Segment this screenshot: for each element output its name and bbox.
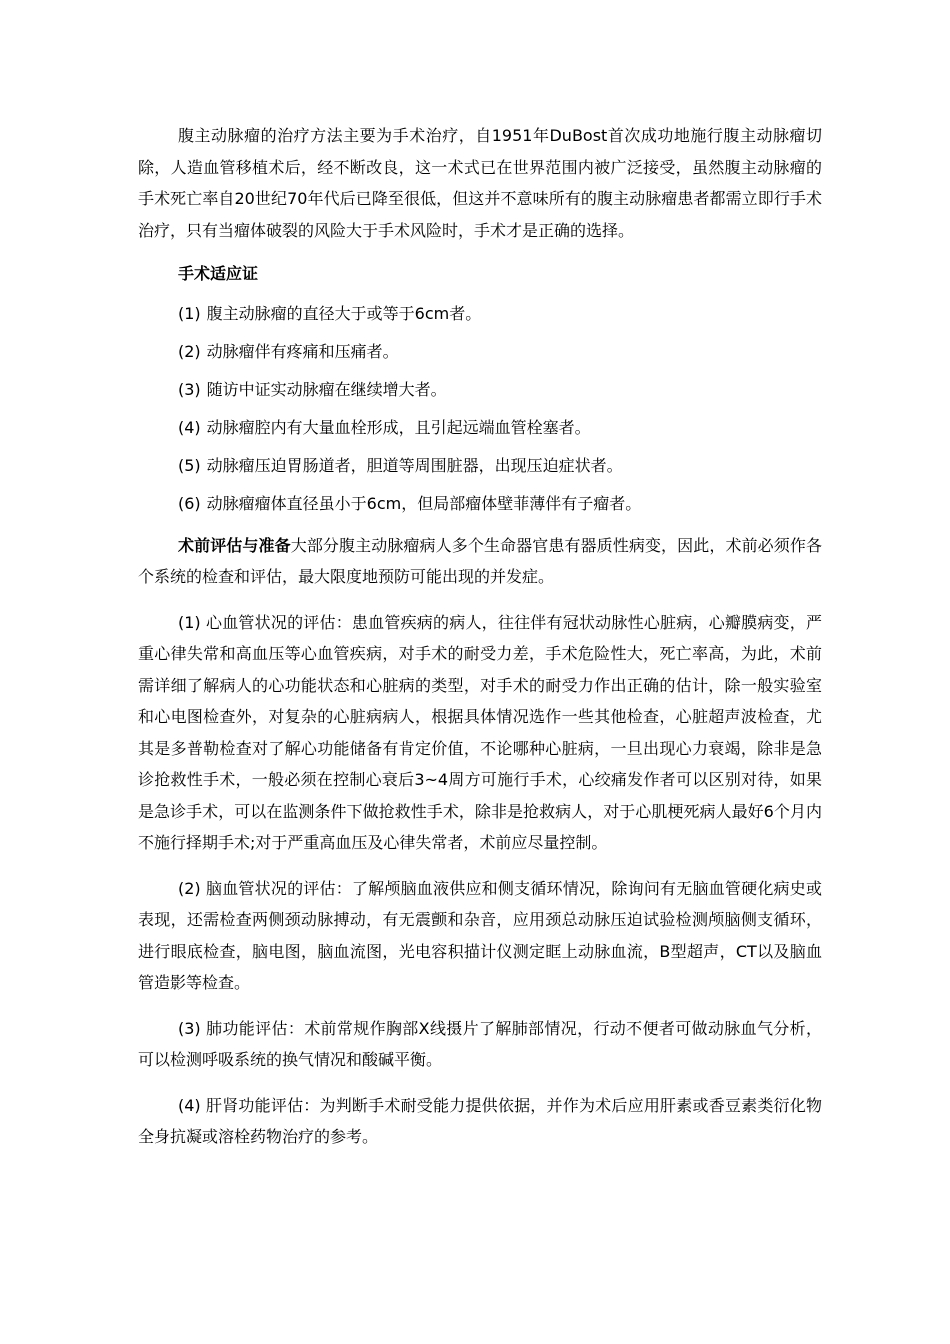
preop-item (138, 607, 822, 859)
item-text: 动脉瘤伴有疼痛和压痛者。 (206, 341, 399, 361)
item-text: 肺功能评估：术前常规作胸部X线摄片了解肺部情况，行动不便者可做动脉血气分析，可以检测呼吸系统的换气情况和酸碱平衡。 (138, 1018, 822, 1069)
item-text: 肝肾功能评估：为判断手术耐受能力提供依据，并作为术后应用肝素或香豆素类衍化物全身抗凝或溶栓药物治疗的参考。 (138, 1095, 822, 1146)
preop-paragraph (138, 530, 822, 593)
item-number: (3) (178, 1018, 201, 1038)
intro-paragraph: 腹主动脉瘤的治疗方法主要为手术治疗，自1951年DuBost首次成功地施行腹主动脉瘤切除，人造血管移植术后，经不断改良，这一术式已在世界范围内被广泛接受，虽然腹主动脉瘤的手术死亡率自20世纪70年代后已降至很低，但这并不意味所有的腹主动脉瘤患者都需立即行手术治疗，只有当瘤体破裂的风险大于手术风险时，手术才是正确的选择。 (138, 126, 822, 240)
item-number: (6) (178, 493, 201, 513)
preop-intro: 大部分腹主动脉瘤病人多个生命器官患有器质性病变，因此，术前必须作各个系统的检查和评估，最大限度地预防可能出现的并发症。 (138, 535, 822, 586)
item-number: (3) (178, 379, 201, 399)
item-text: 脑血管状况的评估：了解颅脑血液供应和侧支循环情况，除询问有无脑血管硬化病史或表现，还需检查两侧颈动脉搏动，有无震颤和杂音，应用颈总动脉压迫试验检测颅脑侧支循环，进行眼底检查，脑电图，脑血流图，光电容积描计仪测定眶上动脉血流，B型超声，CT以及脑血管造影等检查。 (138, 878, 822, 992)
item-number: (2) (178, 341, 201, 361)
item-text: 动脉瘤瘤体直径虽小于6cm，但局部瘤体壁菲薄伴有子瘤者。 (206, 493, 642, 513)
indication-item (138, 490, 822, 518)
preop-heading: 术前评估与准备 (178, 535, 291, 555)
indications-heading: 手术适应证 (178, 264, 259, 283)
preop-item (138, 873, 822, 999)
item-text: 动脉瘤腔内有大量血栓形成，且引起远端血管栓塞者。 (206, 417, 591, 437)
indication-item (138, 300, 822, 328)
document-body (138, 120, 822, 1153)
indication-item (138, 376, 822, 404)
preop-item (138, 1090, 822, 1153)
indication-item (138, 452, 822, 480)
item-text: 心血管状况的评估：患血管疾病的病人，往往伴有冠状动脉性心脏病，心瓣膜病变，严重心律失常和高血压等心血管疾病，对手术的耐受力差，手术危险性大，死亡率高，为此，术前需详细了解病人的心功能状态和心脏病的类型，对手术的耐受力作出正确的估计，除一般实验室和心电图检查外，对复杂的心脏病病人，根据具体情况选作一些其他检查，心脏超声波检查，尤其是多普勒检查对了解心功能储备有肯定价值，不论哪种心脏病，一旦出现心力衰竭，除非是急诊抢救性手术，一般必须在控制心衰后3~4周方可施行手术，心绞痛发作者可以区别对待，如果是急诊手术，可以在监测条件下做抢救性手术，除非是抢救病人，对于心肌梗死病人最好6个月内不施行择期手术;对于严重高血压及心律失常者，术前应尽量控制。 (138, 612, 822, 852)
preop-item (138, 1013, 822, 1076)
item-number: (4) (178, 1095, 201, 1115)
indication-item (138, 414, 822, 442)
item-text: 动脉瘤压迫胃肠道者，胆道等周围脏器，出现压迫症状者。 (206, 455, 623, 475)
item-number: (2) (178, 878, 201, 898)
item-number: (5) (178, 455, 201, 475)
item-number: (4) (178, 417, 201, 437)
indication-item (138, 338, 822, 366)
item-number: (1) (178, 303, 201, 323)
item-number: (1) (178, 612, 201, 632)
item-text: 腹主动脉瘤的直径大于或等于6cm者。 (206, 303, 482, 323)
item-text: 随访中证实动脉瘤在继续增大者。 (206, 379, 447, 399)
